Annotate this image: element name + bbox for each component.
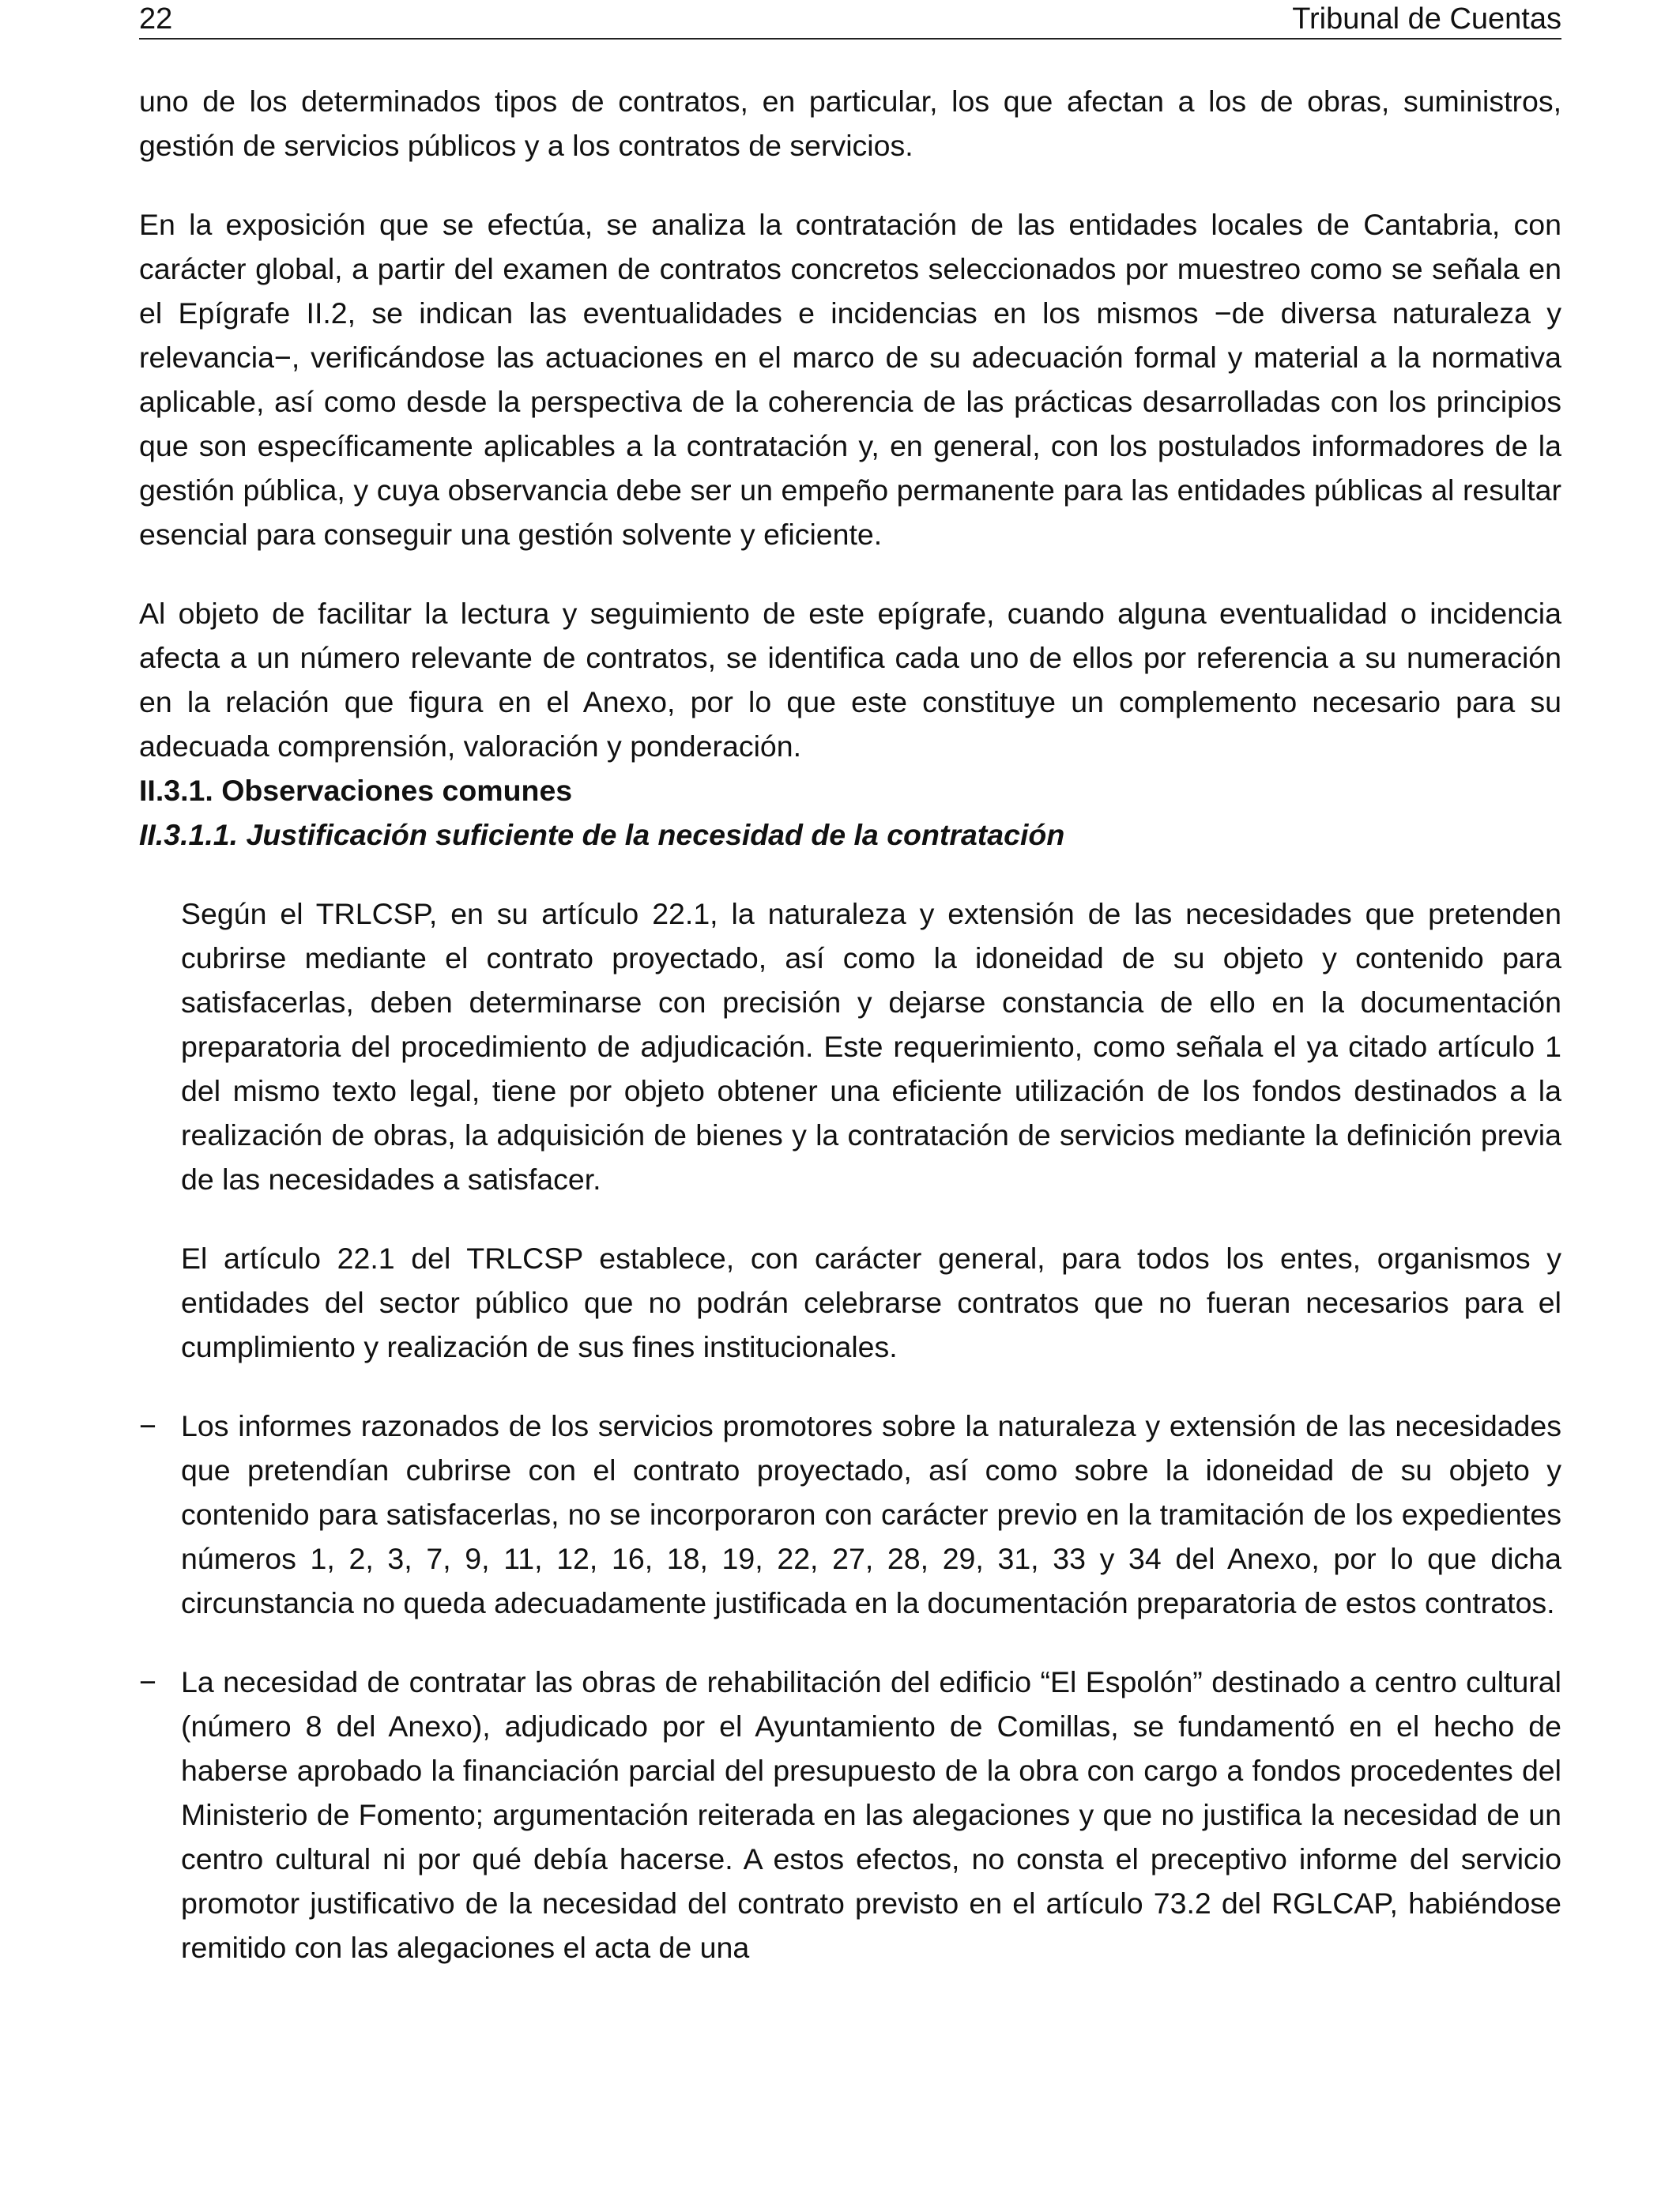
list-item [139,1660,1561,1970]
paragraph-exposition: En la exposición que se efectúa, se analiza la contratación de las entidades locales de Cantabria, con carácter global, a partir del examen de contratos concretos seleccionados por muestreo como se señala en el Epígrafe II.2, se indican las eventualidades e incidencias en los mismos −de diversa naturaleza y relevancia−, verificándose las actuaciones en el marco de su adecuación formal y material a la normativa aplicable, así como desde la perspectiva de la coherencia de las prácticas desarrolladas con los principios que son específicamente aplicables a la contratación y, en general, con los postulados informadores de la gestión pública, y cuya observancia debe ser un empeño permanente para las entidades públicas al resultar esencial para conseguir una gestión solvente y eficiente. [139,208,1561,551]
paragraph-article-22: El artículo 22.1 del TRLCSP establece, con carácter general, para todos los entes, organismos y entidades del sector público que no podrán celebrarse contratos que no fueran necesarios para el cumplimiento y realización de sus fines institucionales. [181,1242,1561,1363]
page-number: 22 [139,2,173,36]
list-item-text: La necesidad de contratar las obras de rehabilitación del edificio “El Espolón” destinado a centro cultural (número 8 del Anexo), adjudicado por el Ayuntamiento de Comillas, se fundamentó en el hecho de haberse aprobado la financiación parcial del presupuesto de la obra con cargo a fondos procedentes del Ministerio de Fomento; argumentación reiterada en las alegaciones y que no justifica la necesidad de un centro cultural ni por qué debía hacerse. A estos efectos, no consta el preceptivo informe del servicio promotor justificativo de la necesidad del contrato previsto en el artículo 73.2 del RGLCAP, habiéndose remitido con las alegaciones el acta de una [181,1665,1561,1964]
list-item-text: Los informes razonados de los servicios promotores sobre la naturaleza y extensión de las necesidades que pretendían cubrirse con el contrato proyectado, así como sobre la idoneidad de su objeto y contenido para satisfacerlas, no se incorporaron con carácter previo en la tramitación de los expedientes números 1, 2, 3, 7, 9, 11, 12, 16, 18, 19, 22, 27, 28, 29, 31, 33 y 34 del Anexo, por lo que dicha circunstancia no queda adecuadamente justificada en la documentación preparatoria de estos contratos. [181,1409,1561,1619]
document-body [139,79,1561,1970]
list-item [139,1404,1561,1625]
bullet-dash: − [139,1665,156,1698]
header-organization: Tribunal de Cuentas [1292,2,1561,36]
bullet-dash: − [139,1409,156,1442]
paragraph-intro: uno de los determinados tipos de contratos, en particular, los que afectan a los de obras, suministros, gestión de servicios públicos y a los contratos de servicios. [139,85,1561,162]
subsection-heading: II.3.1.1. Justificación suficiente de la necesidad de la contratación [139,818,1065,851]
page-header [139,0,1561,40]
section-heading: II.3.1. Observaciones comunes [139,774,573,807]
paragraph-reading-aid: Al objeto de facilitar la lectura y seguimiento de este epígrafe, cuando alguna eventualidad o incidencia afecta a un número relevante de contratos, se identifica cada uno de ellos por referencia a su numeración en la relación que figura en el Anexo, por lo que este constituye un complemento necesario para su adecuada comprensión, valoración y ponderación. [139,597,1561,763]
paragraph-trlcsp-article: Según el TRLCSP, en su artículo 22.1, la naturaleza y extensión de las necesidades que pretenden cubrirse mediante el contrato proyectado, así como la idoneidad de su objeto y contenido para satisfacerlas, deben determinarse con precisión y dejarse constancia de ello en la documentación preparatoria del procedimiento de adjudicación. Este requerimiento, como señala el ya citado artículo 1 del mismo texto legal, tiene por objeto obtener una eficiente utilización de los fondos destinados a la realización de obras, la adquisición de bienes y la contratación de servicios mediante la definición previa de las necesidades a satisfacer. [181,897,1561,1196]
